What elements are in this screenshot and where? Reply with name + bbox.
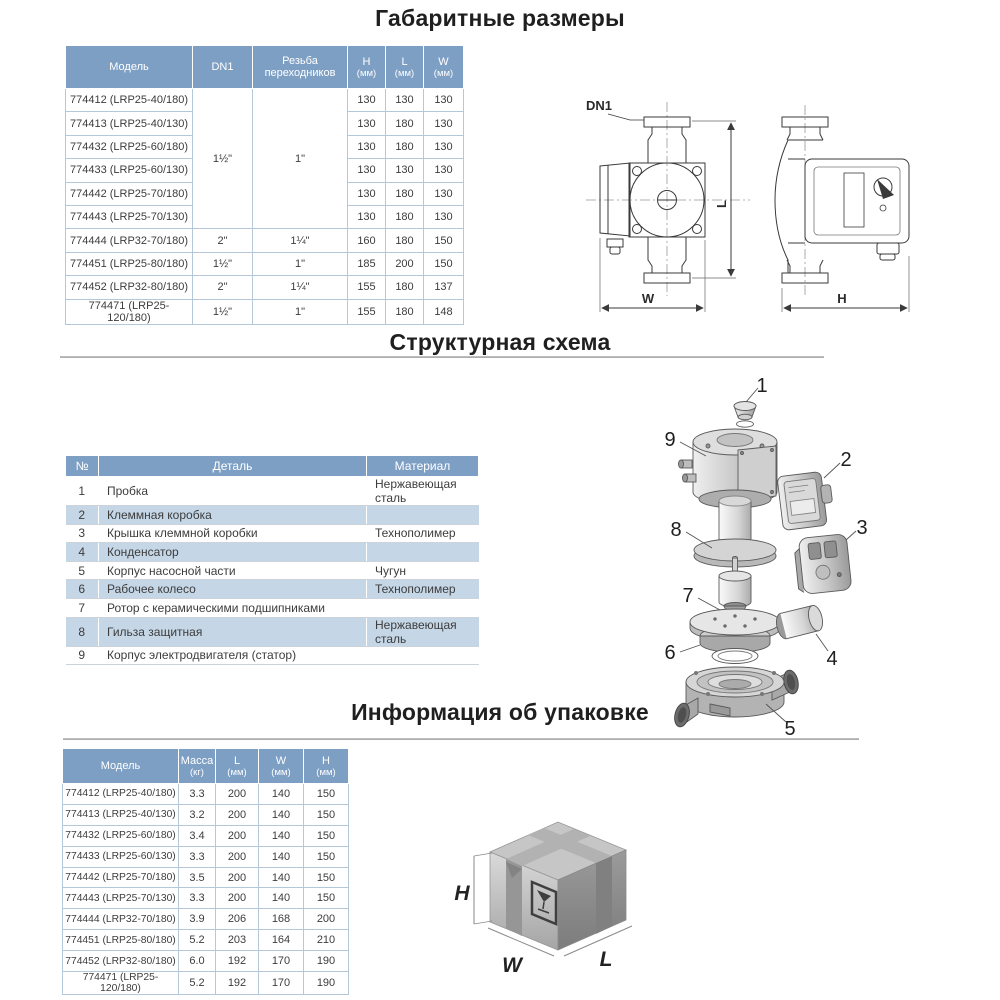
cell-w: 140 — [259, 888, 304, 909]
cell-l: 180 — [386, 135, 424, 158]
cell-w: 130 — [424, 182, 464, 205]
cell-l: 180 — [386, 182, 424, 205]
cell-material: Чугун — [367, 561, 479, 580]
package-h-label: H — [454, 882, 470, 905]
cell-part: Клеммная коробка — [99, 506, 367, 525]
part-pump-housing — [672, 667, 800, 728]
table-row — [66, 229, 464, 252]
table-row — [66, 646, 479, 665]
cell-thread: 1¼" — [253, 229, 348, 252]
cell-model: 774443 (LRP25-70/130) — [63, 888, 179, 909]
part-capacitor — [774, 604, 825, 640]
cell-h: 150 — [304, 784, 349, 805]
section-divider — [60, 356, 824, 358]
cell-h: 150 — [304, 825, 349, 846]
table-row — [66, 617, 479, 646]
table-row — [66, 89, 464, 112]
cell-mass: 3.5 — [179, 867, 216, 888]
package-l-label: L — [599, 948, 613, 971]
cell-number: 6 — [66, 580, 99, 599]
table-row — [63, 930, 349, 951]
header-l: L (мм) — [216, 749, 259, 784]
cell-h: 160 — [348, 229, 386, 252]
cell-thread: 1" — [253, 252, 348, 275]
cell-w: 140 — [259, 846, 304, 867]
cell-model: 774452 (LRP32-80/180) — [63, 951, 179, 972]
cell-mass: 3.3 — [179, 846, 216, 867]
header-model: Модель — [66, 46, 193, 89]
cell-l: 200 — [386, 252, 424, 275]
cell-dn1: 1½" — [193, 299, 253, 324]
cell-w: 130 — [424, 135, 464, 158]
header-material: Материал — [367, 456, 479, 477]
header-mass: Масса (кг) — [179, 749, 216, 784]
part-callout-2: 2 — [840, 449, 852, 471]
cell-h: 190 — [304, 951, 349, 972]
cell-w: 137 — [424, 276, 464, 299]
cell-thread: 1¼" — [253, 276, 348, 299]
cell-part: Рабочее колесо — [99, 580, 367, 599]
cell-material: Нержавеющая сталь — [367, 617, 479, 646]
cell-model: 774471 (LRP25-120/180) — [66, 299, 193, 324]
cell-l: 180 — [386, 276, 424, 299]
table-row — [66, 299, 464, 324]
cell-dn1: 2" — [193, 276, 253, 299]
package-w-label: W — [502, 954, 522, 977]
cell-part: Пробка — [99, 477, 367, 506]
cell-material — [367, 543, 479, 562]
part-callout-9: 9 — [664, 429, 676, 451]
cell-thread: 1" — [253, 299, 348, 324]
part-terminal-box-cover — [793, 534, 852, 595]
section-title-dimensions: Габаритные размеры — [375, 5, 625, 31]
l-dimension-label: L — [714, 200, 729, 208]
cell-l: 200 — [216, 888, 259, 909]
header-w: W (мм) — [424, 46, 464, 89]
header-l: L (мм) — [386, 46, 424, 89]
part-callout-7: 7 — [682, 585, 694, 607]
cell-model: 774451 (LRP25-80/180) — [63, 930, 179, 951]
cell-model: 774451 (LRP25-80/180) — [66, 252, 193, 275]
cell-w: 140 — [259, 825, 304, 846]
dn1-dimension-label: DN1 — [586, 98, 613, 113]
table-row — [66, 543, 479, 562]
cell-number: 4 — [66, 543, 99, 562]
cell-material: Нержавеющая сталь — [367, 477, 479, 506]
table-header-row — [66, 46, 464, 89]
header-dn1: DN1 — [193, 46, 253, 89]
table-row — [66, 506, 479, 525]
cell-w: 140 — [259, 804, 304, 825]
cell-number: 8 — [66, 617, 99, 646]
table-row — [63, 804, 349, 825]
cell-model: 774433 (LRP25-60/130) — [66, 159, 193, 182]
cell-dn1-merged: 1½" — [193, 89, 253, 229]
w-dimension-label: W — [641, 291, 655, 306]
table-row — [63, 888, 349, 909]
cell-number: 2 — [66, 506, 99, 525]
cell-number: 7 — [66, 598, 99, 617]
table-row — [63, 951, 349, 972]
part-terminal-box — [777, 471, 835, 531]
cell-h: 150 — [304, 804, 349, 825]
cell-w: 168 — [259, 909, 304, 930]
cell-model: 774412 (LRP25-40/180) — [66, 89, 193, 112]
table-row — [66, 252, 464, 275]
table-row — [66, 524, 479, 543]
header-h: H (мм) — [348, 46, 386, 89]
cell-h: 130 — [348, 182, 386, 205]
table-row — [66, 598, 479, 617]
cell-h: 210 — [304, 930, 349, 951]
part-callout-8: 8 — [670, 519, 682, 541]
cell-h: 155 — [348, 299, 386, 324]
cell-h: 130 — [348, 159, 386, 182]
part-o-ring — [712, 649, 758, 664]
cell-mass: 3.9 — [179, 909, 216, 930]
cell-h: 130 — [348, 205, 386, 228]
table-row — [66, 580, 479, 599]
cell-h: 130 — [348, 89, 386, 112]
cell-w: 164 — [259, 930, 304, 951]
header-part: Деталь — [99, 456, 367, 477]
cell-model: 774413 (LRP25-40/130) — [66, 112, 193, 135]
cell-model: 774444 (LRP32-70/180) — [66, 229, 193, 252]
cell-l: 200 — [216, 846, 259, 867]
cell-l: 206 — [216, 909, 259, 930]
section-title-packaging: Информация об упаковке — [351, 699, 649, 725]
table-row — [66, 477, 479, 506]
part-callout-6: 6 — [664, 642, 676, 664]
cell-material — [367, 598, 479, 617]
cell-model: 774471 (LRP25-120/180) — [63, 972, 179, 995]
cell-l: 180 — [386, 112, 424, 135]
cell-h: 200 — [304, 909, 349, 930]
table-header-row — [63, 749, 349, 784]
header-number: № — [66, 456, 99, 477]
cell-dn1: 1½" — [193, 252, 253, 275]
cell-dn1: 2" — [193, 229, 253, 252]
table-row — [63, 909, 349, 930]
h-dimension-label: H — [837, 291, 847, 306]
cell-model: 774442 (LRP25-70/180) — [66, 182, 193, 205]
cell-model: 774413 (LRP25-40/130) — [63, 804, 179, 825]
cell-model: 774432 (LRP25-60/180) — [66, 135, 193, 158]
cell-l: 180 — [386, 205, 424, 228]
part-impeller — [690, 609, 780, 653]
cell-w: 150 — [424, 252, 464, 275]
cell-h: 150 — [304, 846, 349, 867]
cell-h: 150 — [304, 867, 349, 888]
cell-mass: 3.3 — [179, 888, 216, 909]
cell-l: 200 — [216, 825, 259, 846]
part-callout-5: 5 — [784, 718, 796, 740]
cell-l: 180 — [386, 299, 424, 324]
cell-model: 774452 (LRP32-80/180) — [66, 276, 193, 299]
exploded-view-diagram — [640, 360, 970, 750]
table-row — [66, 561, 479, 580]
table-row — [66, 276, 464, 299]
table-header-row — [66, 456, 479, 477]
table-row — [63, 867, 349, 888]
cell-w: 140 — [259, 784, 304, 805]
cell-material — [367, 506, 479, 525]
header-thread: Резьба переходников — [253, 46, 348, 89]
cell-mass: 5.2 — [179, 972, 216, 995]
table-row — [63, 784, 349, 805]
cell-h: 155 — [348, 276, 386, 299]
cell-mass: 3.4 — [179, 825, 216, 846]
table-row — [63, 825, 349, 846]
dimensions-table — [65, 45, 464, 325]
cell-l: 130 — [386, 89, 424, 112]
header-model: Модель — [63, 749, 179, 784]
cell-l: 203 — [216, 930, 259, 951]
cell-number: 5 — [66, 561, 99, 580]
cell-mass: 5.2 — [179, 930, 216, 951]
cell-thread-merged: 1" — [253, 89, 348, 229]
cell-w: 150 — [424, 229, 464, 252]
cell-number: 1 — [66, 477, 99, 506]
cell-model: 774433 (LRP25-60/130) — [63, 846, 179, 867]
cell-l: 180 — [386, 229, 424, 252]
cell-l: 200 — [216, 784, 259, 805]
cell-l: 200 — [216, 804, 259, 825]
cell-h: 190 — [304, 972, 349, 995]
cell-h: 185 — [348, 252, 386, 275]
packaging-table — [62, 748, 349, 995]
cell-part: Ротор с керамическими подшипниками — [99, 598, 367, 617]
pump-dimension-drawing — [578, 60, 968, 318]
cell-h: 130 — [348, 135, 386, 158]
parts-table — [65, 455, 479, 665]
table-row — [63, 846, 349, 867]
cell-model: 774432 (LRP25-60/180) — [63, 825, 179, 846]
cell-mass: 6.0 — [179, 951, 216, 972]
cell-part: Корпус насосной части — [99, 561, 367, 580]
cell-model: 774443 (LRP25-70/130) — [66, 205, 193, 228]
cell-mass: 3.2 — [179, 804, 216, 825]
cell-l: 200 — [216, 867, 259, 888]
cell-material: Технополимер — [367, 524, 479, 543]
package-box — [490, 822, 626, 950]
cell-model: 774412 (LRP25-40/180) — [63, 784, 179, 805]
cell-part: Корпус электродвигателя (статор) — [99, 646, 367, 665]
cell-number: 3 — [66, 524, 99, 543]
section-title-structure: Структурная схема — [389, 329, 611, 355]
header-w: W (мм) — [259, 749, 304, 784]
cell-l: 130 — [386, 159, 424, 182]
cell-w: 148 — [424, 299, 464, 324]
cell-w: 170 — [259, 972, 304, 995]
cell-l: 192 — [216, 951, 259, 972]
part-callout-1: 1 — [756, 375, 768, 397]
cell-part: Гильза защитная — [99, 617, 367, 646]
cell-material — [367, 646, 479, 665]
cell-h: 130 — [348, 112, 386, 135]
cell-part: Крышка клеммной коробки — [99, 524, 367, 543]
cell-w: 130 — [424, 159, 464, 182]
cell-model: 774442 (LRP25-70/180) — [63, 867, 179, 888]
cell-h: 150 — [304, 888, 349, 909]
part-plug — [734, 402, 756, 428]
part-callout-3: 3 — [856, 517, 868, 539]
cell-w: 130 — [424, 89, 464, 112]
cell-number: 9 — [66, 646, 99, 665]
cell-w: 140 — [259, 867, 304, 888]
cell-w: 130 — [424, 112, 464, 135]
part-callout-4: 4 — [826, 648, 838, 670]
cell-l: 192 — [216, 972, 259, 995]
package-box-drawing — [440, 810, 680, 990]
cell-w: 130 — [424, 205, 464, 228]
pump-side-view — [775, 105, 909, 312]
table-row — [63, 972, 349, 995]
cell-part: Конденсатор — [99, 543, 367, 562]
header-h: H (мм) — [304, 749, 349, 784]
cell-w: 170 — [259, 951, 304, 972]
cell-model: 774444 (LRP32-70/180) — [63, 909, 179, 930]
cell-mass: 3.3 — [179, 784, 216, 805]
cell-material: Технополимер — [367, 580, 479, 599]
